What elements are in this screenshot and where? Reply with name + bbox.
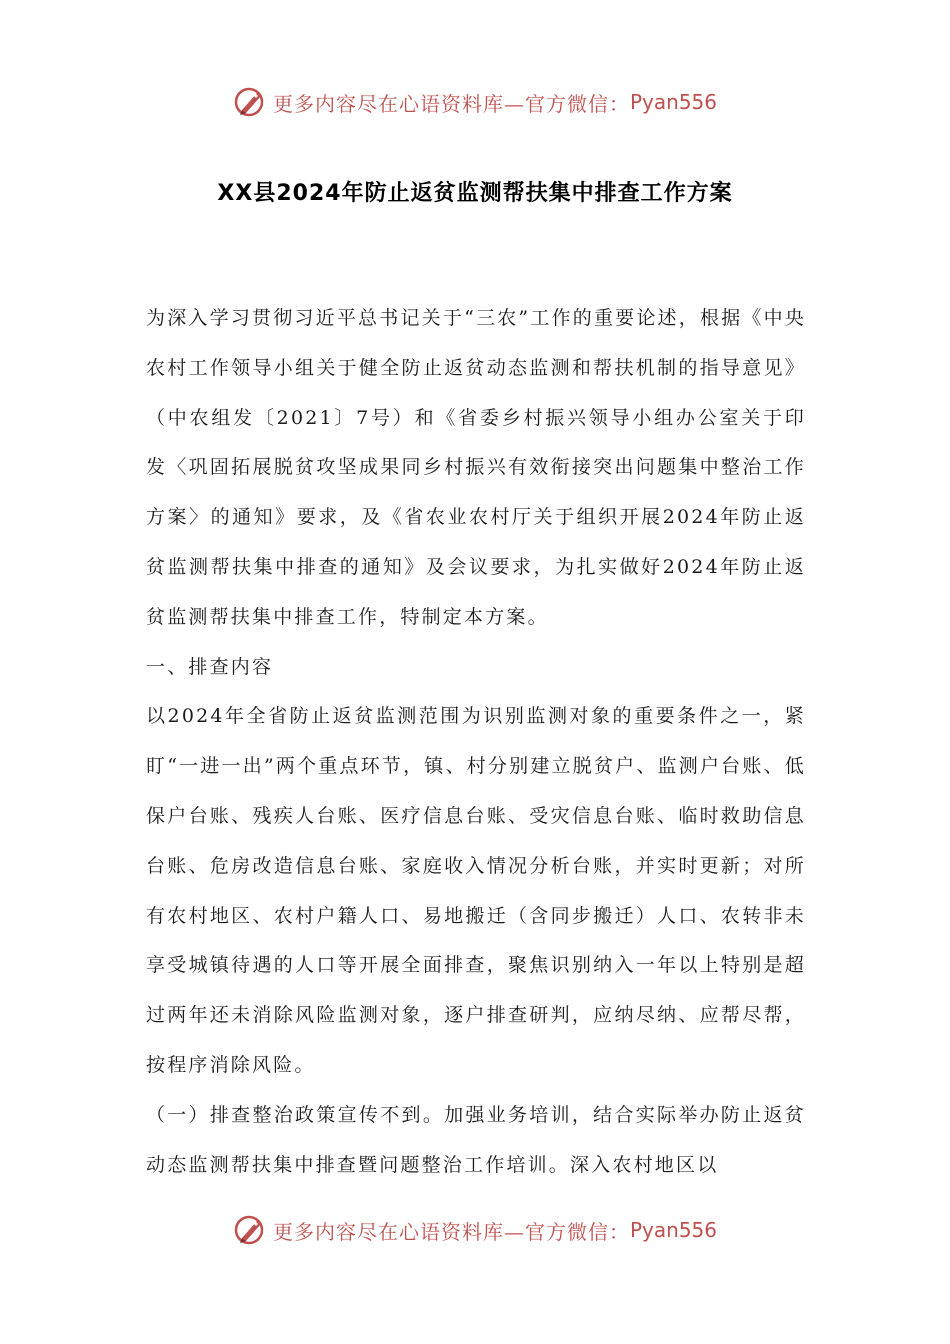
pen-logo-icon [233, 85, 267, 119]
footer-banner [0, 1208, 950, 1252]
header-banner [0, 80, 950, 124]
pen-logo-icon [233, 1213, 267, 1247]
banner-text: 更多内容尽在心语资料库—官方微信： [272, 91, 630, 116]
document-body [146, 294, 806, 1190]
document-title: XX县2024年防止返贫监测帮扶集中排查工作方案 [217, 181, 733, 206]
paragraph-intro: 为深入学习贯彻习近平总书记关于“三农”工作的重要论述，根据《中央农村工作领导小组关于健全防止返贫动态监测和帮扶机制的指导意见》（中农组发〔2021〕7号）和《省委乡村振兴领导小组办公室关于印发〈巩固拓展脱贫攻坚成果同乡村振兴有效衔接突出问题集中整治工作方案〉的通知》要求，及《省农业农村厅关于组织开展2024年防止返贫监测帮扶集中排查的通知》及会议要求，为扎实做好2024年防止返贫监测帮扶集中排查工作，特制定本方案。 [146, 307, 806, 628]
paragraph-subsection: （一）排查整治政策宣传不到。加强业务培训，结合实际举办防止返贫动态监测帮扶集中排查暨问题整治工作培训。深入农村地区以 [146, 1103, 806, 1176]
banner-contact: Pyan556 [629, 90, 717, 114]
banner-text: 更多内容尽在心语资料库—官方微信： [272, 1219, 630, 1244]
paragraph-content: 以2024年全省防止返贫监测范围为识别监测对象的重要条件之一，紧盯“一进一出”两个重点环节，镇、村分别建立脱贫户、监测户台账、低保户台账、残疾人台账、医疗信息台账、受灾信息台账、临时救助信息台账、危房改造信息台账、家庭收入情况分析台账，并实时更新；对所有农村地区、农村户籍人口、易地搬迁（含同步搬迁）人口、农转非未享受城镇待遇的人口等开展全面排查，聚焦识别纳入一年以上特别是超过两年还未消除风险监测对象，逐户排查研判，应纳尽纳、应帮尽帮，按程序消除风险。 [146, 705, 806, 1076]
section-heading: 一、排查内容 [146, 655, 274, 678]
banner-contact: Pyan556 [629, 1218, 717, 1242]
